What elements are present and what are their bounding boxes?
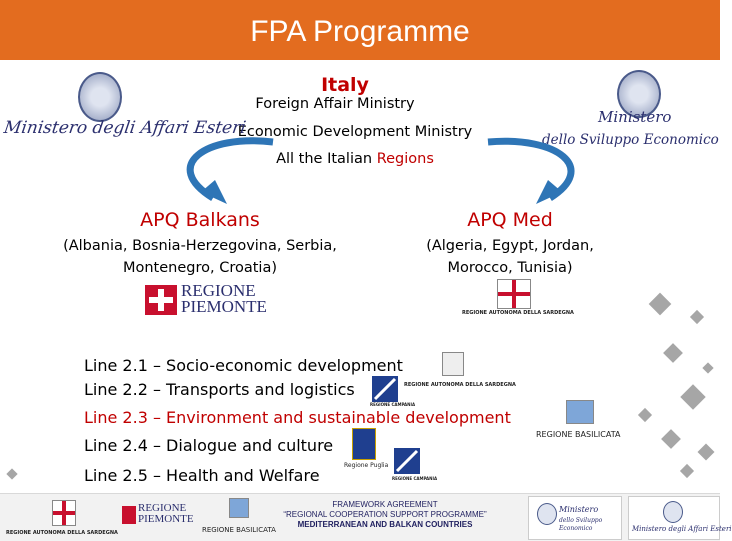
left-curved-arrow-icon (165, 130, 285, 210)
footer-sardegna-text: REGIONE AUTONOMA DELLA SARDEGNA (6, 530, 118, 536)
apq-balkans-title: APQ Balkans (140, 209, 260, 231)
apq-med-line1: (Algeria, Egypt, Jordan, (426, 238, 594, 254)
footer-mae-emblem-icon (663, 501, 683, 523)
footer-mse-line1: Ministero (559, 505, 599, 514)
italy-ministry-1: Foreign Affair Ministry (255, 96, 415, 112)
piemonte-logo-line1: REGIONE (181, 281, 256, 300)
right-curved-arrow-icon (478, 132, 598, 212)
piemonte-shield-icon (145, 285, 177, 315)
footer-mse-logo (528, 496, 622, 540)
piemonte-logo-text (181, 283, 267, 315)
decorative-diamond (680, 384, 705, 409)
decorative-diamond (6, 468, 17, 479)
footer-basilicata-text: REGIONE BASILICATA (202, 526, 276, 534)
puglia-logo-text: Regione Puglia (344, 462, 389, 469)
page-title: FPA Programme (250, 15, 470, 48)
italy-regions (255, 151, 455, 167)
piemonte-logo-line2: PIEMONTE (181, 297, 267, 316)
campania-logo-icon (372, 376, 398, 402)
campania-inline-text-2: REGIONE CAMPANIA (392, 476, 438, 481)
footer-piemonte-text (138, 503, 194, 525)
sardegna-logo-text: REGIONE AUTONOMA DELLA SARDEGNA (462, 310, 574, 316)
decorative-diamond (649, 293, 672, 316)
footer-sardegna-crest-icon (52, 500, 76, 526)
apq-med-line2: Morocco, Tunisia) (447, 260, 573, 276)
decorative-diamond (690, 310, 704, 324)
campania-inline-text: REGIONE CAMPANIA (370, 402, 416, 407)
italy-ministry-2: Economic Development Ministry (237, 124, 473, 140)
line-2-1: Line 2.1 – Socio-economic development (84, 356, 403, 375)
footer-agreement-line3: MEDITERRANEAN AND BALKAN COUNTRIES (297, 520, 473, 529)
line-2-4: Line 2.4 – Dialogue and culture (84, 436, 334, 455)
italian-emblem-icon (78, 72, 122, 122)
apq-balkans-line1: (Albania, Bosnia-Herzegovina, Serbia, (63, 238, 337, 254)
footer-piemonte-line1: REGIONE (138, 502, 187, 514)
apq-balkans-line2: Montenegro, Croatia) (122, 260, 277, 276)
italy-regions-prefix: All the Italian (276, 151, 373, 167)
basilicata-crest-icon (566, 400, 594, 424)
campania-logo-icon-2 (394, 448, 420, 474)
footer-mse-emblem-icon (537, 503, 557, 525)
italy-regions-highlight: Regions (376, 151, 434, 167)
mse-logo-line1: Ministero (598, 108, 672, 126)
footer-mae-text: Ministero degli Affari Esteri (632, 525, 732, 533)
footer-agreement-line2: “REGIONAL COOPERATION SUPPORT PROGRAMME” (283, 510, 487, 519)
decorative-diamond (698, 444, 715, 461)
mae-logo-text: Ministero degli Affari Esteri (2, 118, 248, 138)
puglia-crest-icon (352, 428, 376, 460)
footer-agreement (270, 500, 500, 530)
line-2-2: Line 2.2 – Transports and logistics (84, 380, 355, 399)
italy-title: Italy (321, 74, 369, 96)
footer-agreement-line1: FRAMEWORK AGREEMENT (332, 500, 438, 509)
decorative-diamond (661, 429, 681, 449)
footer-mae-logo (628, 496, 732, 540)
sardegna-small-crest-icon (442, 352, 464, 376)
footer-piemonte-line2: PIEMONTE (138, 513, 194, 525)
line-2-3: Line 2.3 – Environment and sustainable development (84, 408, 511, 427)
mse-logo-line2: dello Sviluppo Economico (542, 132, 719, 148)
basilicata-inline-text: REGIONE BASILICATA (536, 430, 621, 439)
sardegna-inline-text: REGIONE AUTONOMA DELLA SARDEGNA (404, 382, 516, 388)
decorative-diamond (638, 408, 652, 422)
header-divider (0, 60, 720, 62)
footer-piemonte-shield-icon (122, 506, 136, 524)
footer-basilicata-crest-icon (229, 498, 249, 518)
decorative-diamond (702, 362, 713, 373)
decorative-diamond (663, 343, 683, 363)
line-2-5: Line 2.5 – Health and Welfare (84, 466, 320, 485)
apq-med-title: APQ Med (467, 209, 553, 231)
footer-mse-line2: dello Sviluppo Economico (559, 517, 603, 532)
decorative-diamond (680, 464, 694, 478)
sardegna-crest-icon (497, 279, 531, 309)
